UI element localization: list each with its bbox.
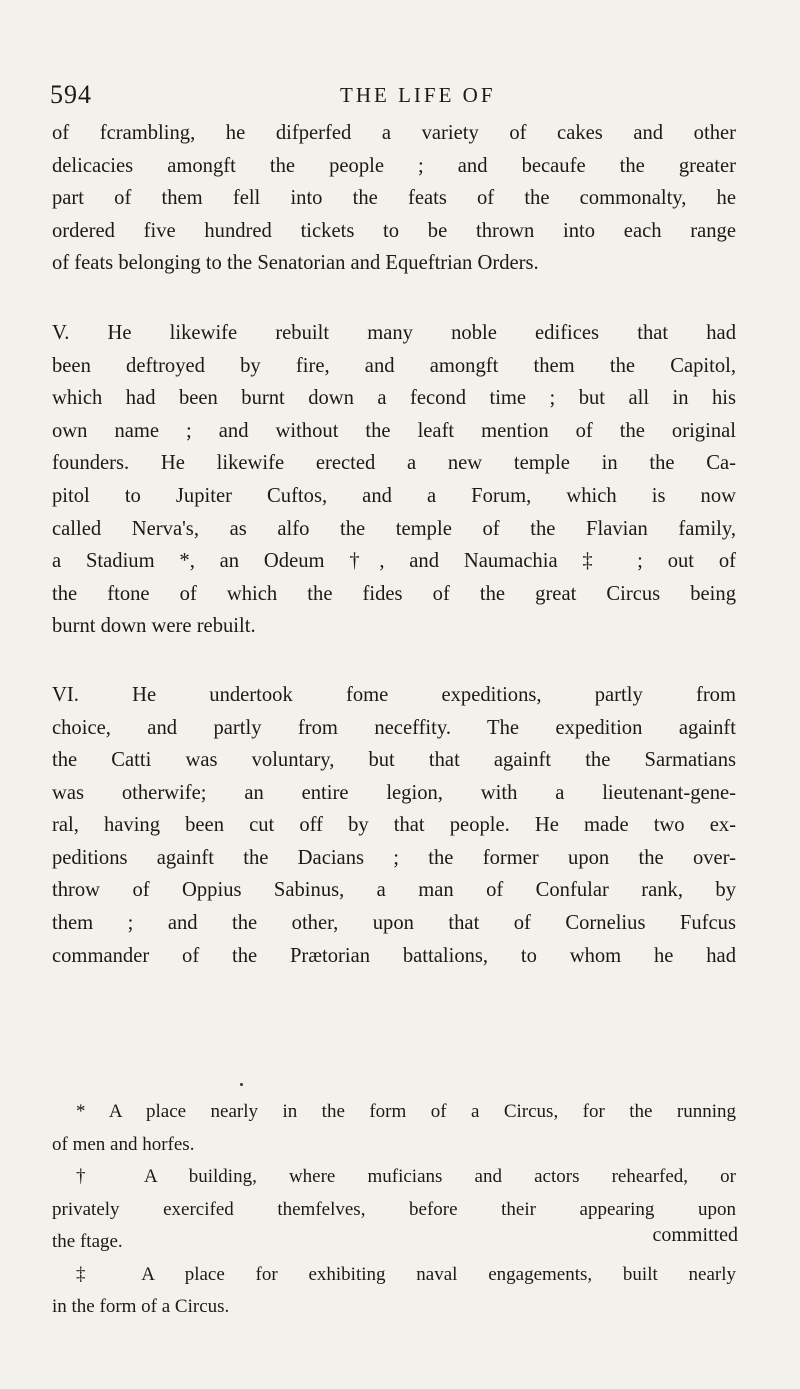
text-line: delicacies amongft the people ; and becaufe the greater bbox=[52, 154, 736, 177]
main-text bbox=[52, 117, 736, 972]
text-line: of feats belonging to the Senatorian and Equeftrian Orders. bbox=[52, 252, 539, 275]
text-line: a Stadium *, an Odeum †, and Naumachia ‡ ; out of bbox=[52, 550, 736, 573]
text-line: which had been burnt down a fecond time ; but all in his bbox=[52, 387, 736, 410]
text-line: ordered five hundred tickets to be thrown into each range bbox=[52, 219, 736, 242]
text-line: VI. He undertook fome expeditions, partly from bbox=[52, 683, 736, 706]
catchword: committed bbox=[652, 1224, 738, 1246]
footnote-line: ‡ A place for exhibiting naval engagements, built nearly bbox=[76, 1263, 736, 1285]
footnotes bbox=[52, 1096, 736, 1324]
text-line: them ; and the other, upon that of Cornelius Fufcus bbox=[52, 912, 736, 935]
text-line: the ftone of which the fides of the great Circus being bbox=[52, 582, 736, 605]
paragraph-gap bbox=[52, 643, 736, 679]
footnote bbox=[52, 1259, 736, 1324]
paragraph bbox=[52, 679, 736, 972]
footnote-line: privately exercifed themfelves, before their appearing upon bbox=[52, 1198, 736, 1220]
text-line: throw of Oppius Sabinus, a man of Confular rank, by bbox=[52, 879, 736, 902]
text-line: was otherwife; an entire legion, with a lieutenant-gene- bbox=[52, 781, 736, 804]
text-line: called Nerva's, as alfo the temple of the Flavian family, bbox=[52, 517, 736, 540]
footnote bbox=[52, 1096, 736, 1161]
text-line: own name ; and without the leaft mention of the original bbox=[52, 419, 736, 442]
footnote-line: * A place nearly in the form of a Circus, for the running bbox=[76, 1101, 736, 1122]
text-line: burnt down were rebuilt. bbox=[52, 615, 256, 638]
text-line: pitol to Jupiter Cuftos, and a Forum, which is now bbox=[52, 484, 736, 507]
running-title: THE LIFE OF bbox=[340, 83, 496, 107]
text-line: commander of the Prætorian battalions, to whom he had bbox=[52, 944, 736, 967]
ink-speck bbox=[240, 1083, 243, 1086]
paragraph bbox=[52, 317, 736, 643]
footnote-line: † A building, where muficians and actors rehearfed, or bbox=[76, 1166, 736, 1187]
footnote bbox=[52, 1161, 736, 1259]
text-line: V. He likewife rebuilt many noble edifices that had bbox=[52, 321, 736, 344]
text-line: peditions againft the Dacians ; the former upon the over- bbox=[52, 846, 736, 869]
text-line: of fcrambling, he difperfed a variety of cakes and other bbox=[52, 122, 736, 144]
text-line: part of them fell into the feats of the commonalty, he bbox=[52, 187, 736, 210]
text-line: the Catti was voluntary, but that againft the Sarmatians bbox=[52, 749, 736, 772]
footnote-line: of men and horfes. bbox=[52, 1133, 195, 1155]
page-number: 594 bbox=[50, 80, 92, 109]
footnote-line: the ftage. bbox=[52, 1231, 123, 1252]
text-line: ral, having been cut off by that people. He made two ex- bbox=[52, 814, 736, 837]
text-line: founders. He likewife erected a new temple in the Ca- bbox=[52, 452, 736, 475]
paragraph bbox=[52, 117, 736, 280]
text-line: been deftroyed by fire, and amongft them the Capitol, bbox=[52, 354, 736, 377]
footnote-line: in the form of a Circus. bbox=[52, 1296, 230, 1317]
text-line: choice, and partly from neceffity. The expedition againft bbox=[52, 716, 736, 739]
paragraph-gap bbox=[52, 280, 736, 317]
running-head bbox=[50, 80, 680, 120]
